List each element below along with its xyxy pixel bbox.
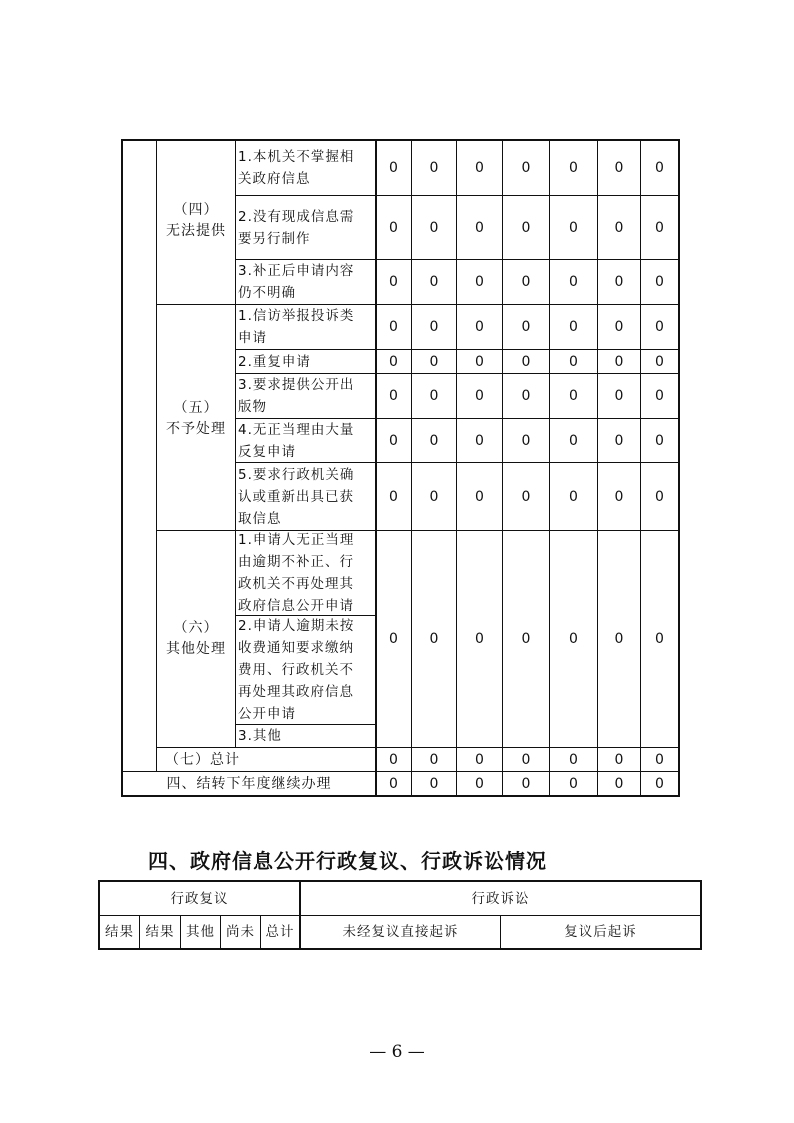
value-cell: 0: [655, 432, 664, 449]
value-cell: 0: [521, 488, 531, 505]
value-cell: 0: [521, 353, 531, 370]
review-col-result-2: 结果: [145, 924, 175, 940]
litigation-col-direct: 未经复议直接起诉: [342, 924, 459, 940]
value-cell: 0: [429, 319, 439, 335]
value-cell: 0: [569, 432, 578, 449]
value-cell: 0: [614, 775, 624, 792]
value-cell: 0: [569, 160, 578, 176]
item-label: 2.重复申请: [238, 353, 311, 370]
value-cell: 0: [521, 219, 531, 236]
value-cell: 0: [475, 751, 484, 768]
item-label: 2.申请人逾期未按 收费通知要求缴纳 费用、行政机关不 再处理其政府信息 公开申请: [238, 618, 355, 722]
litigation-col-after-review: 复议后起诉: [564, 924, 637, 940]
value-cell: 0: [655, 274, 664, 290]
value-cell: 0: [614, 751, 624, 768]
value-cell: 0: [569, 751, 578, 768]
value-cell: 0: [389, 388, 398, 404]
item-label: 2.没有现成信息需 要另行制作: [238, 208, 355, 247]
total-label: （七）总计: [165, 751, 240, 768]
value-cell: 0: [655, 353, 664, 370]
value-cell: 0: [389, 219, 398, 236]
item-label: 3.要求提供公开出 版物: [238, 377, 355, 415]
value-cell: 0: [614, 319, 624, 335]
value-cell: 0: [569, 353, 578, 370]
value-cell: 0: [389, 160, 398, 176]
value-cell: 0: [521, 432, 531, 449]
value-cell: 0: [655, 631, 664, 647]
value-cell: 0: [389, 488, 398, 505]
item-label: 4.无正当理由大量 反复申请: [238, 421, 355, 460]
value-cell: 0: [389, 274, 398, 290]
value-cell: 0: [521, 775, 531, 792]
item-label: 5.要求行政机关确 认或重新出具已获 取信息: [238, 466, 355, 527]
category-cannot-provide: （四） 无法提供: [166, 202, 226, 239]
value-cell: 0: [475, 319, 484, 335]
value-cell: 0: [475, 353, 484, 370]
value-cell: 0: [429, 775, 439, 792]
value-cell: 0: [569, 388, 578, 404]
value-cell: 0: [429, 353, 439, 370]
value-cell: 0: [389, 319, 398, 335]
value-cell: 0: [614, 353, 624, 370]
value-cell: 0: [655, 388, 664, 404]
value-cell: 0: [475, 631, 484, 647]
value-cell: 0: [389, 775, 398, 792]
value-cell: 0: [521, 319, 531, 335]
value-cell: 0: [655, 160, 664, 176]
value-cell: 0: [521, 388, 531, 404]
value-cell: 0: [655, 751, 664, 768]
value-cell: 0: [655, 219, 664, 236]
value-cell: 0: [389, 353, 398, 370]
value-cell: 0: [614, 388, 624, 404]
value-cell: 0: [521, 160, 531, 176]
value-cell: 0: [475, 488, 484, 505]
value-cell: 0: [429, 219, 439, 236]
value-cell: 0: [475, 160, 484, 176]
value-cell: 0: [569, 319, 578, 335]
carryover-label: 四、结转下年度继续办理: [166, 775, 332, 792]
value-cell: 0: [475, 775, 484, 792]
item-label: 1.本机关不掌握相 关政府信息: [238, 149, 355, 187]
category-not-processed: （五） 不予处理: [166, 400, 226, 437]
value-cell: 0: [614, 219, 624, 236]
value-cell: 0: [429, 631, 439, 647]
value-cell: 0: [655, 488, 664, 505]
value-cell: 0: [429, 388, 439, 404]
value-cell: 0: [569, 631, 578, 647]
admin-review-header: 行政复议: [170, 890, 229, 907]
value-cell: 0: [521, 274, 531, 290]
value-cell: 0: [655, 775, 664, 792]
value-cell: 0: [655, 319, 664, 335]
value-cell: 0: [429, 432, 439, 449]
value-cell: 0: [429, 160, 439, 176]
item-label: 1.申请人无正当理 由逾期不补正、行 政机关不再处理其 政府信息公开申请: [238, 532, 355, 614]
value-cell: 0: [614, 274, 624, 290]
value-cell: 0: [389, 631, 398, 647]
value-cell: 0: [614, 160, 624, 176]
value-cell: 0: [569, 274, 578, 290]
section-heading: 四、政府信息公开行政复议、行政诉讼情况: [148, 849, 547, 873]
item-label: 3.其他: [238, 728, 282, 744]
value-cell: 0: [475, 274, 484, 290]
value-cell: 0: [569, 775, 578, 792]
value-cell: 0: [429, 751, 439, 768]
value-cell: 0: [429, 274, 439, 290]
value-cell: 0: [475, 219, 484, 236]
value-cell: 0: [475, 432, 484, 449]
admin-litigation-header: 行政诉讼: [471, 890, 530, 907]
value-cell: 0: [389, 432, 398, 449]
value-cell: 0: [429, 488, 439, 505]
category-other-processing: （六） 其他处理: [166, 620, 226, 657]
value-cell: 0: [614, 488, 624, 505]
item-label: 3.补正后申请内容 仍不明确: [238, 263, 355, 301]
review-col-pending: 尚未: [226, 924, 255, 940]
review-col-total: 总计: [265, 924, 295, 940]
value-cell: 0: [521, 631, 531, 647]
item-label: 1.信访举报投诉类 申请: [238, 308, 355, 346]
value-cell: 0: [569, 219, 578, 236]
value-cell: 0: [475, 388, 484, 404]
review-col-result-1: 结果: [105, 924, 134, 940]
value-cell: 0: [521, 751, 531, 768]
review-col-other: 其他: [186, 924, 215, 940]
value-cell: 0: [569, 488, 578, 505]
page-number: — 6 —: [369, 1042, 425, 1062]
value-cell: 0: [389, 751, 398, 768]
value-cell: 0: [614, 432, 624, 449]
value-cell: 0: [614, 631, 624, 647]
